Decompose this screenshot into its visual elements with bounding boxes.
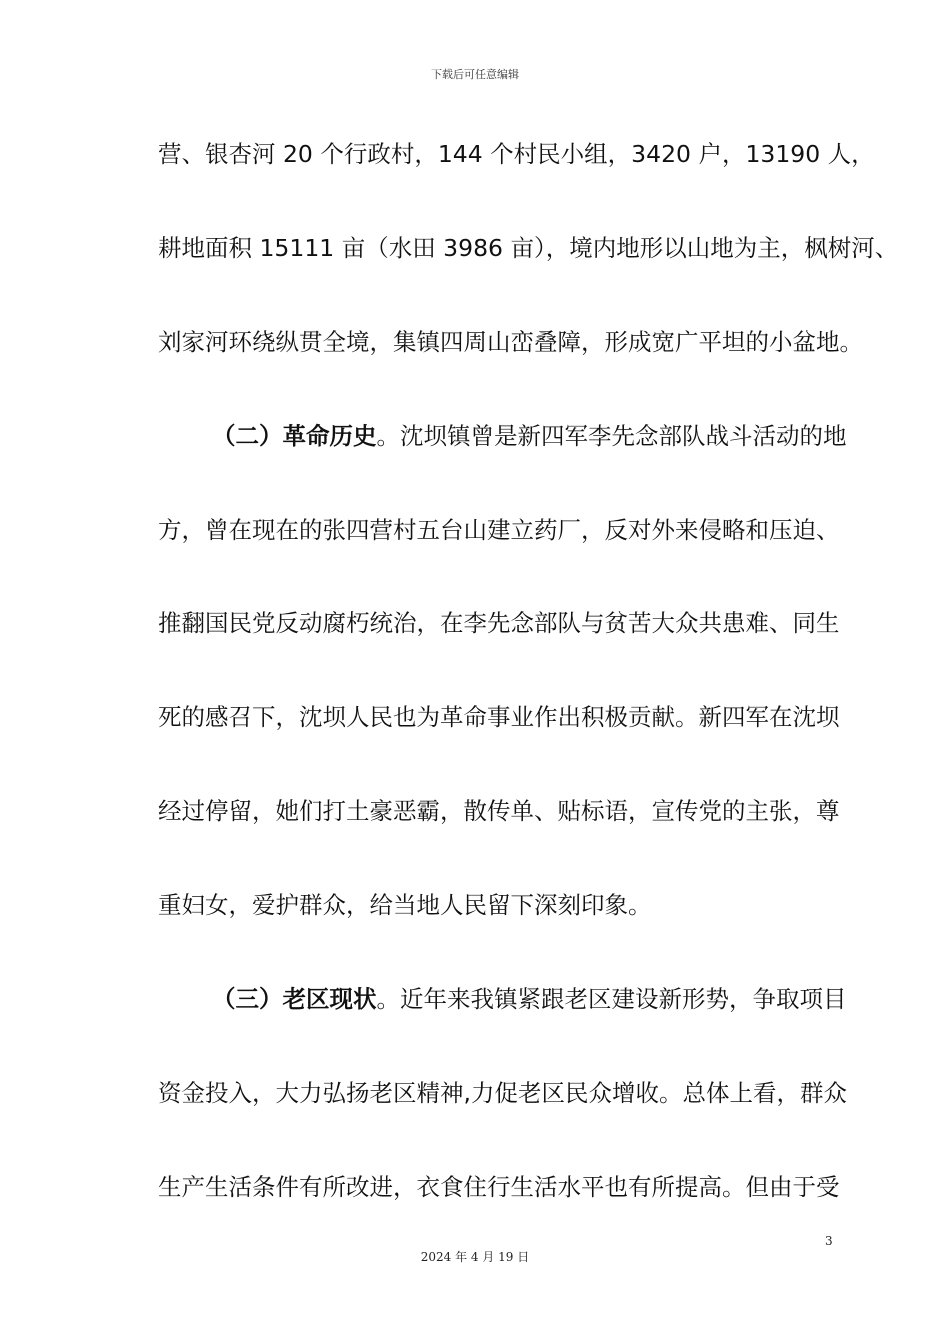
- paragraph-line: 资金投入，大力弘扬老区精神,力促老区民众增收。总体上看，群众: [158, 1078, 847, 1107]
- paragraph-line: 经过停留，她们打土豪恶霸，散传单、贴标语，宣传党的主张，尊: [158, 797, 840, 826]
- section-first-line-text: 。沈坝镇曾是新四军李先念部队战斗活动的地: [376, 421, 847, 450]
- paragraph-line: 推翻国民党反动腐朽统治，在李先念部队与贫苦大众共患难、同生: [158, 609, 840, 638]
- page-footer-date: 2024 年 4 月 19 日: [420, 1250, 530, 1264]
- section-heading-revolutionary-history: （二）革命历史: [212, 421, 377, 450]
- paragraph-line: 刘家河环绕纵贯全境，集镇四周山峦叠障，形成宽广平坦的小盆地。: [158, 327, 863, 356]
- paragraph-line: 方，曾在现在的张四营村五台山建立药厂，反对外来侵略和压迫、: [158, 515, 840, 544]
- section-first-line: [158, 411, 858, 505]
- paragraph-line: 重妇女，爱护群众，给当地人民留下深刻印象。: [158, 891, 652, 920]
- section-first-line: [158, 974, 858, 1068]
- paragraph-line: 耕地面积 15111 亩（水田 3986 亩），境内地形以山地为主，枫树河、: [158, 233, 899, 262]
- page-number: 3: [825, 1234, 833, 1248]
- section-heading-old-area-status: （三）老区现状: [212, 985, 377, 1014]
- section-first-line-text: 。近年来我镇紧跟老区建设新形势，争取项目: [376, 985, 847, 1014]
- page-header-note: 下载后可任意编辑: [431, 68, 519, 81]
- paragraph-line: 营、银杏河 20 个行政村，144 个村民小组，3420 户，13190 人，: [158, 140, 875, 168]
- paragraph-line: 死的感召下，沈坝人民也为革命事业作出积极贡献。新四军在沈坝: [158, 703, 840, 732]
- paragraph-line: 生产生活条件有所改进，衣食住行生活水平也有所提高。但由于受: [158, 1172, 840, 1201]
- document-body: [158, 129, 899, 1256]
